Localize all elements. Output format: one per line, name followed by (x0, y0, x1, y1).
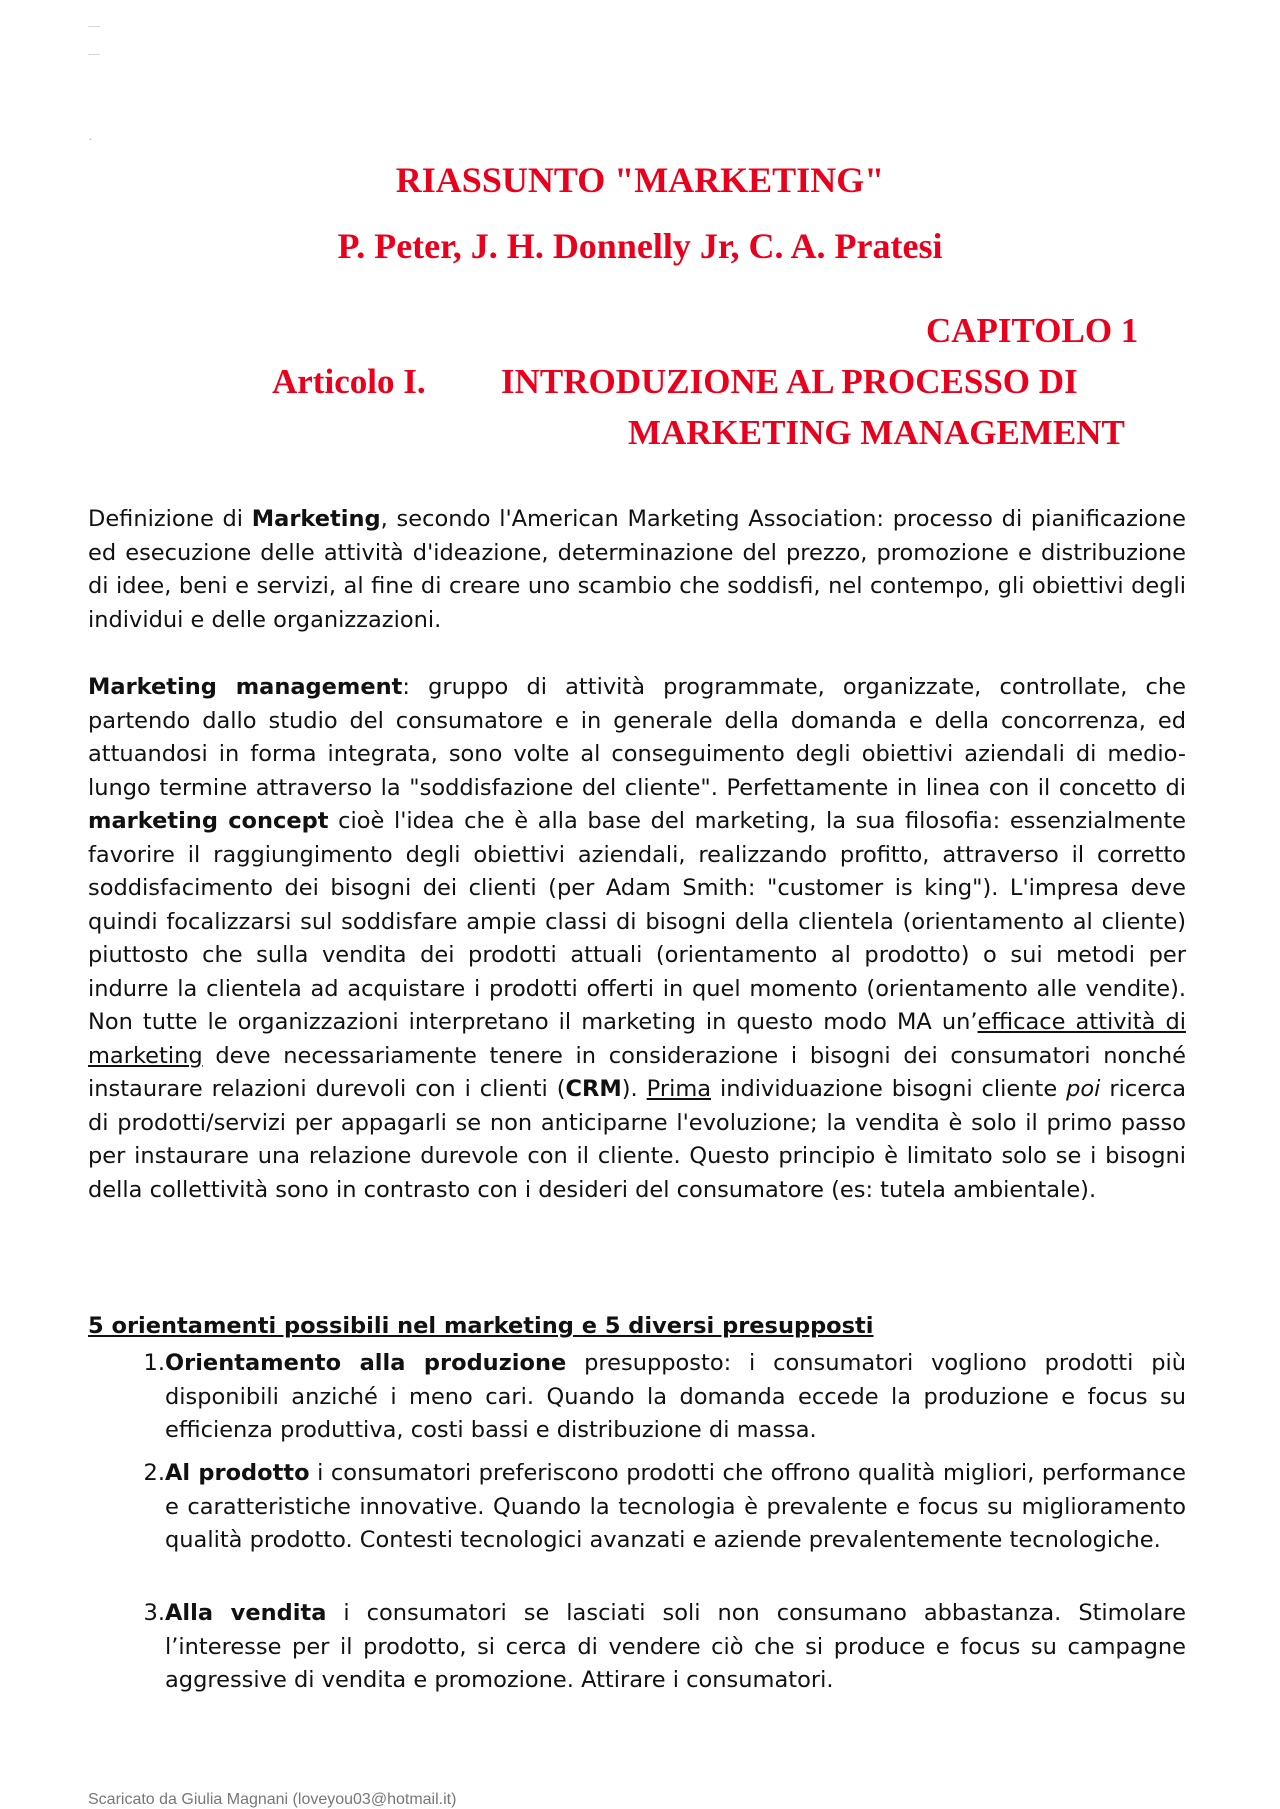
download-footer: Scaricato da Giulia Magnani (loveyou03@hotmail.it) (88, 1791, 457, 1808)
list-number: 3. (143, 1600, 165, 1626)
list-text: Orientamento alla produzione presupposto: i consumatori vogliono prodotti più disponibili anziché i meno cari. Quando la domanda eccede la produzione e focus su efficienza produttiva, costi bassi e distribuzione di massa. (165, 1350, 1186, 1443)
list-number: 2. (143, 1460, 165, 1486)
chapter-label: CAPITOLO 1 (926, 311, 1139, 350)
list-item (88, 1597, 1186, 1698)
document-authors: P. Peter, J. H. Donnelly Jr, C. A. Pratesi (337, 226, 943, 266)
chapter-heading-line2: MARKETING MANAGEMENT (628, 413, 1125, 452)
list-item (88, 1457, 1186, 1558)
header-mark-3: ´ (88, 138, 92, 147)
article-label: Articolo I. (272, 362, 426, 401)
list-item (88, 1347, 1186, 1448)
chapter-heading-line1: INTRODUZIONE AL PROCESSO DI (501, 362, 1078, 401)
list-text: Alla vendita i consumatori se lasciati soli non consumano abbastanza. Stimolare l’interesse per il prodotto, si cerca di vendere ciò che si produce e focus su campagne aggressive di vendita e promozione. Attirare i consumatori. (165, 1600, 1186, 1693)
section-heading: 5 orientamenti possibili nel marketing e 5 diversi presupposti (88, 1313, 874, 1339)
marketing-management-paragraph: Marketing management: gruppo di attività programmate, organizzate, controllate, che partendo dallo studio del consumatore e in generale della domanda e della concorrenza, ed attuandosi in forma integrata, sono volte al conseguimento degli obiettivi aziendali di medio-lungo termine attraverso la "soddisfazione del cliente". Perfettamente in linea con il concetto di marketing concept cioè l'idea che è alla base del marketing, la sua filosofia: essenzialmente favorire il raggiungimento degli obiettivi aziendali, realizzando profitto, attraverso il corretto soddisfacimento dei bisogni dei clienti (per Adam Smith: "customer is king"). L'impresa deve quindi focalizzarsi sul soddisfare ampie classi di bisogni della clientela (orientamento al cliente) piuttosto che sulla vendita dei prodotti attuali (orientamento al prodotto) o sui metodi per indurre la clientela ad acquistare i prodotti offerti in quel momento (orientamento alle vendite). Non tutte le organizzazioni interpretano il marketing in questo modo MA un’efficace attività di marketing deve necessariamente tenere in considerazione i bisogni dei consumatori nonché instaurare relazioni durevoli con i clienti (CRM). Prima individuazione bisogni cliente poi ricerca di prodotti/servizi per appagarli se non anticiparne l'evoluzione; la vendita è solo il primo passo per instaurare una relazione durevole con il cliente. Questo principio è limitato solo se i bisogni della collettività sono in contrasto con i desideri del consumatore (es: tutela ambientale). (88, 674, 1186, 1203)
list-text: Al prodotto i consumatori preferiscono prodotti che offrono qualità migliori, performance e caratteristiche innovative. Quando la tecnologia è prevalente e focus su miglioramento qualità prodotto. Contesti tecnologici avanzati e aziende prevalentemente tecnologiche. (165, 1460, 1186, 1553)
definition-paragraph: Definizione di Marketing, secondo l'American Marketing Association: processo di pianificazione ed esecuzione delle attività d'ideazione, determinazione del prezzo, promozione e distribuzione di idee, beni e servizi, al fine di creare uno scambio che soddisfi, nel contempo, gli obiettivi degli individui e delle organizzazioni. (88, 506, 1186, 633)
document-title: RIASSUNTO "MARKETING" (395, 160, 885, 200)
list-number: 1. (143, 1350, 165, 1376)
header-mark-2: ——— (88, 52, 100, 57)
header-mark-1: ——— (88, 24, 100, 29)
